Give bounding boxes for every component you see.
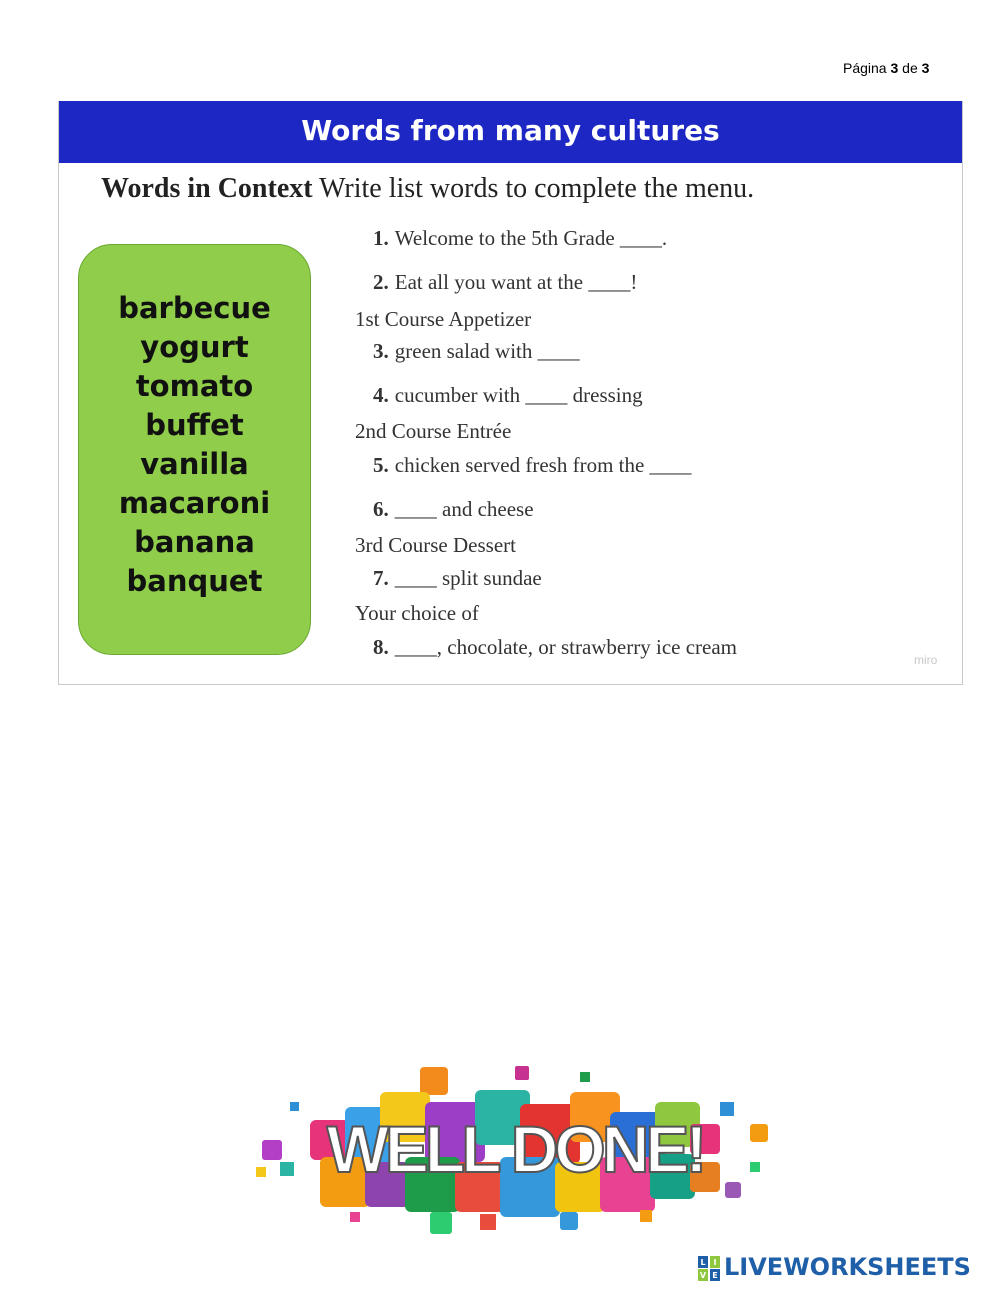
word-bank-item: tomato — [135, 369, 254, 403]
section-heading: 1st Course Appetizer — [355, 307, 532, 331]
section-heading: 2nd Course Entrée — [355, 419, 512, 443]
svg-text:V: V — [699, 1271, 707, 1280]
question-1[interactable]: 1. Welcome to the 5th Grade ____. — [373, 226, 668, 250]
question-2[interactable]: 2. Eat all you want at the ____! — [373, 270, 638, 294]
liveworksheets-logo-icon — [698, 1256, 720, 1281]
instructions-text: Write list words to complete the menu. — [319, 173, 755, 204]
page-number: Página 3 de 3 — [843, 60, 930, 76]
liveworksheets-name: LIVEWORKSHEETS — [724, 1253, 971, 1281]
question-4[interactable]: 4. cucumber with ____ dressing — [373, 383, 643, 407]
well-done-text: WELL DONE! — [326, 1112, 704, 1186]
miro-watermark: miro — [914, 653, 938, 667]
word-bank-item: barbecue — [118, 291, 271, 325]
question-6[interactable]: 6. ____ and cheese — [373, 497, 534, 521]
word-bank-item: banana — [134, 525, 255, 559]
word-bank-item: vanilla — [140, 447, 249, 481]
svg-text:I: I — [713, 1258, 717, 1267]
banner-title: Words from many cultures — [59, 101, 962, 163]
word-bank-item: macaroni — [118, 486, 271, 520]
well-done-graphic — [250, 1062, 780, 1242]
section-heading: Your choice of — [355, 601, 479, 625]
svg-text:L: L — [700, 1258, 706, 1267]
instructions-heading: Words in Context — [101, 173, 313, 204]
question-8[interactable]: 8. ____, chocolate, or strawberry ice cream — [373, 635, 738, 659]
word-bank-item: banquet — [126, 564, 263, 598]
worksheet-card — [58, 101, 963, 685]
section-heading: 3rd Course Dessert — [355, 533, 516, 557]
instructions — [101, 173, 754, 205]
question-7[interactable]: 7. ____ split sundae — [373, 566, 542, 590]
question-3[interactable]: 3. green salad with ____ — [373, 339, 580, 363]
svg-text:E: E — [712, 1271, 718, 1280]
question-5[interactable]: 5. chicken served fresh from the ____ — [373, 453, 692, 477]
word-bank-item: yogurt — [140, 330, 249, 364]
word-bank — [78, 244, 311, 655]
word-bank-item: buffet — [145, 408, 244, 442]
